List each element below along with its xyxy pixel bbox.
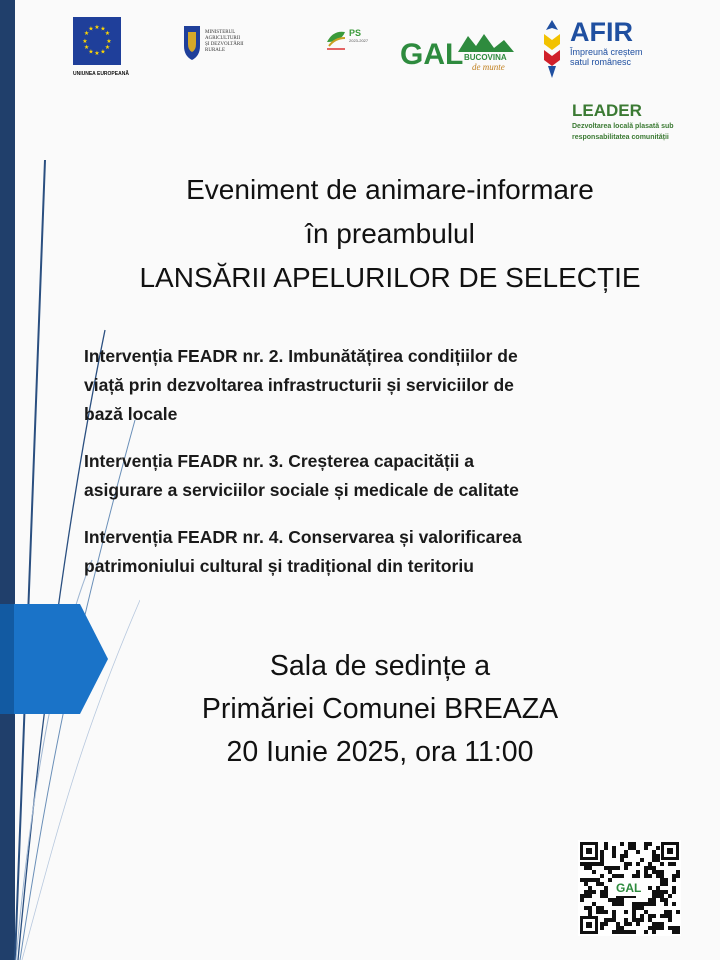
intervention-line: patrimoniului cultural și tradițional din teritoriu bbox=[84, 556, 474, 576]
ps-years: 2023-2027 bbox=[349, 38, 369, 43]
svg-text:★: ★ bbox=[104, 30, 111, 37]
intervention-line: Intervenția FEADR nr. 3. Creșterea capacității a bbox=[84, 451, 475, 471]
qr-module bbox=[672, 902, 676, 906]
qr-module bbox=[672, 874, 676, 878]
qr-module bbox=[668, 862, 672, 866]
qr-module bbox=[672, 886, 676, 890]
qr-module bbox=[596, 906, 600, 910]
qr-module bbox=[652, 914, 656, 918]
intervention-line: Intervenția FEADR nr. 2. Imbunătățirea condițiilor de bbox=[84, 346, 518, 366]
svg-text:★: ★ bbox=[100, 48, 106, 56]
qr-module bbox=[584, 866, 588, 870]
qr-module bbox=[588, 894, 592, 898]
qr-module bbox=[604, 890, 608, 894]
qr-module bbox=[640, 906, 644, 910]
qr-module bbox=[672, 930, 676, 934]
qr-module bbox=[632, 874, 636, 878]
qr-module bbox=[632, 902, 636, 906]
qr-module bbox=[652, 890, 656, 894]
ministry-logo bbox=[182, 21, 262, 63]
qr-module bbox=[648, 866, 652, 870]
qr-module bbox=[588, 866, 592, 870]
qr-module bbox=[660, 882, 664, 886]
qr-module bbox=[624, 918, 628, 922]
svg-text:★: ★ bbox=[88, 48, 94, 56]
qr-module bbox=[616, 926, 620, 930]
leaf-icon bbox=[325, 28, 347, 50]
qr-module bbox=[624, 854, 628, 858]
qr-module bbox=[660, 898, 664, 902]
afir-logo bbox=[540, 18, 652, 80]
qr-module bbox=[676, 874, 680, 878]
qr-module bbox=[612, 854, 616, 858]
qr-module bbox=[600, 850, 604, 854]
qr-module bbox=[588, 906, 592, 910]
intervention-item bbox=[84, 447, 684, 505]
qr-module bbox=[656, 854, 660, 858]
qr-module bbox=[600, 922, 604, 926]
ps-name: PS bbox=[349, 28, 362, 38]
svg-text:★: ★ bbox=[83, 44, 90, 51]
qr-module bbox=[592, 862, 596, 866]
qr-module bbox=[584, 894, 588, 898]
qr-module bbox=[624, 862, 628, 866]
qr-module bbox=[592, 878, 596, 882]
qr-module bbox=[596, 862, 600, 866]
qr-module bbox=[648, 926, 652, 930]
qr-module bbox=[628, 846, 632, 850]
qr-module bbox=[608, 878, 612, 882]
qr-module bbox=[660, 922, 664, 926]
qr-module bbox=[604, 842, 608, 846]
qr-module bbox=[660, 878, 664, 882]
qr-module bbox=[660, 862, 664, 866]
svg-text:★: ★ bbox=[104, 44, 111, 51]
qr-module bbox=[640, 914, 644, 918]
qr-module bbox=[636, 902, 640, 906]
qr-module bbox=[644, 930, 648, 934]
qr-module bbox=[604, 910, 608, 914]
qr-module bbox=[580, 894, 584, 898]
qr-module bbox=[612, 846, 616, 850]
qr-module bbox=[632, 842, 636, 846]
qr-module bbox=[612, 902, 616, 906]
qr-module bbox=[636, 918, 640, 922]
qr-module bbox=[588, 862, 592, 866]
qr-module bbox=[604, 922, 608, 926]
qr-module bbox=[672, 890, 676, 894]
qr-module bbox=[604, 918, 608, 922]
qr-module bbox=[644, 910, 648, 914]
qr-module bbox=[660, 894, 664, 898]
qr-module bbox=[652, 866, 656, 870]
qr-module bbox=[620, 854, 624, 858]
svg-text:★: ★ bbox=[100, 25, 106, 33]
qr-module bbox=[596, 878, 600, 882]
qr-module bbox=[632, 846, 636, 850]
qr-module bbox=[632, 930, 636, 934]
qr-module bbox=[588, 886, 592, 890]
qr-module bbox=[636, 906, 640, 910]
qr-module bbox=[600, 874, 604, 878]
intervention-line: Intervenția FEADR nr. 4. Conservarea și valorificarea bbox=[84, 527, 522, 547]
qr-module bbox=[672, 862, 676, 866]
qr-module bbox=[612, 898, 616, 902]
qr-module bbox=[660, 870, 664, 874]
qr-module bbox=[648, 862, 652, 866]
qr-module bbox=[620, 874, 624, 878]
qr-module bbox=[652, 894, 656, 898]
qr-module bbox=[600, 882, 604, 886]
qr-module bbox=[600, 890, 604, 894]
svg-text:★: ★ bbox=[88, 25, 94, 33]
qr-module bbox=[600, 906, 604, 910]
qr-module bbox=[640, 858, 644, 862]
event-title bbox=[60, 168, 720, 300]
qr-module bbox=[652, 870, 656, 874]
qr-module bbox=[632, 910, 636, 914]
event-date: 20 Iunie 2025, ora 11:00 bbox=[226, 736, 534, 768]
qr-module bbox=[600, 858, 604, 862]
qr-module bbox=[628, 862, 632, 866]
qr-module bbox=[636, 922, 640, 926]
qr-module bbox=[652, 854, 656, 858]
eu-flag-icon bbox=[73, 17, 121, 65]
qr-module bbox=[616, 898, 620, 902]
qr-module bbox=[596, 882, 600, 886]
svg-text:★: ★ bbox=[106, 38, 112, 45]
qr-module bbox=[648, 898, 652, 902]
intervention-item bbox=[84, 523, 684, 581]
afir-emblem-icon bbox=[540, 18, 564, 80]
title-line3: LANSĂRII APELURILOR DE SELECȚIE bbox=[139, 262, 641, 293]
afir-name: AFIR bbox=[570, 17, 633, 47]
qr-module bbox=[600, 854, 604, 858]
qr-module bbox=[620, 902, 624, 906]
qr-module bbox=[648, 842, 652, 846]
qr-module bbox=[660, 874, 664, 878]
qr-module bbox=[600, 862, 604, 866]
eu-logo bbox=[73, 17, 129, 80]
qr-module bbox=[652, 858, 656, 862]
qr-module bbox=[668, 914, 672, 918]
location-line2: Primăriei Comunei BREAZA bbox=[201, 693, 559, 725]
event-location bbox=[120, 645, 640, 774]
ministry-line1: MINISTERUL AGRICULTURII bbox=[205, 30, 241, 41]
qr-module bbox=[612, 874, 616, 878]
qr-module bbox=[624, 910, 628, 914]
qr-module bbox=[584, 878, 588, 882]
gal-name: GAL bbox=[400, 38, 464, 71]
qr-module bbox=[584, 890, 588, 894]
qr-module bbox=[584, 862, 588, 866]
qr-module bbox=[612, 850, 616, 854]
qr-module bbox=[652, 898, 656, 902]
qr-logo-text: GAL bbox=[616, 881, 642, 895]
qr-module bbox=[644, 866, 648, 870]
qr-module bbox=[652, 922, 656, 926]
ministry-line2: ȘI DEZVOLTĂRII RURALE bbox=[205, 42, 244, 53]
qr-module bbox=[600, 894, 604, 898]
ministry-emblem-icon bbox=[182, 22, 202, 62]
afir-tagline2: satul românesc bbox=[570, 57, 632, 67]
qr-code[interactable] bbox=[578, 840, 681, 936]
qr-module bbox=[600, 910, 604, 914]
qr-module bbox=[644, 902, 648, 906]
qr-module bbox=[644, 870, 648, 874]
eu-caption: UNIUNEA EUROPEANĂ bbox=[73, 71, 129, 77]
intervention-line: viață prin dezvoltarea infrastructurii și serviciilor de bbox=[84, 375, 514, 395]
qr-module bbox=[612, 918, 616, 922]
qr-module bbox=[672, 926, 676, 930]
qr-module bbox=[652, 902, 656, 906]
qr-module bbox=[620, 858, 624, 862]
qr-module bbox=[676, 926, 680, 930]
intervention-line: bază locale bbox=[84, 404, 178, 424]
qr-module bbox=[636, 870, 640, 874]
qr-module bbox=[632, 906, 636, 910]
qr-module bbox=[620, 926, 624, 930]
qr-module bbox=[656, 886, 660, 890]
qr-module bbox=[628, 930, 632, 934]
qr-module bbox=[616, 874, 620, 878]
qr-module bbox=[664, 902, 668, 906]
qr-module bbox=[676, 930, 680, 934]
qr-module bbox=[612, 930, 616, 934]
qr-module bbox=[592, 870, 596, 874]
interventions-list bbox=[84, 342, 684, 599]
svg-text:★: ★ bbox=[94, 24, 100, 31]
location-line1: Sala de sedințe a bbox=[269, 650, 491, 682]
qr-module bbox=[580, 878, 584, 882]
qr-module bbox=[616, 866, 620, 870]
arrow-decoration bbox=[0, 604, 108, 714]
qr-module bbox=[616, 930, 620, 934]
leader-name: LEADER bbox=[572, 101, 642, 120]
qr-module bbox=[664, 898, 668, 902]
leader-tagline2: responsabilitatea comunității bbox=[572, 134, 669, 141]
qr-module bbox=[656, 894, 660, 898]
qr-module bbox=[632, 918, 636, 922]
qr-module bbox=[648, 918, 652, 922]
ps-logo bbox=[325, 28, 373, 54]
qr-module bbox=[592, 890, 596, 894]
title-line2: în preambulul bbox=[305, 218, 475, 249]
qr-module bbox=[656, 890, 660, 894]
qr-module bbox=[632, 914, 636, 918]
qr-module bbox=[580, 862, 584, 866]
qr-module bbox=[612, 866, 616, 870]
qr-module bbox=[616, 922, 620, 926]
qr-module bbox=[668, 910, 672, 914]
qr-module bbox=[676, 870, 680, 874]
leader-tagline1: Dezvoltarea locală plasată sub bbox=[572, 123, 674, 130]
qr-module bbox=[664, 878, 668, 882]
qr-module bbox=[660, 914, 664, 918]
qr-module bbox=[644, 874, 648, 878]
qr-module bbox=[620, 842, 624, 846]
qr-module bbox=[608, 866, 612, 870]
qr-module bbox=[644, 842, 648, 846]
qr-module bbox=[652, 926, 656, 930]
qr-module bbox=[620, 898, 624, 902]
qr-module bbox=[604, 866, 608, 870]
title-line1: Eveniment de animare-informare bbox=[186, 174, 594, 205]
qr-module bbox=[608, 870, 612, 874]
qr-module bbox=[648, 886, 652, 890]
qr-module bbox=[636, 862, 640, 866]
qr-module bbox=[676, 910, 680, 914]
qr-module bbox=[668, 918, 672, 922]
qr-module bbox=[628, 922, 632, 926]
qr-module bbox=[604, 894, 608, 898]
qr-module bbox=[600, 926, 604, 930]
qr-module bbox=[612, 914, 616, 918]
qr-module bbox=[656, 922, 660, 926]
qr-module bbox=[636, 874, 640, 878]
qr-module bbox=[628, 842, 632, 846]
qr-module bbox=[664, 890, 668, 894]
qr-module bbox=[588, 890, 592, 894]
qr-module bbox=[612, 910, 616, 914]
qr-module bbox=[580, 898, 584, 902]
qr-module bbox=[668, 926, 672, 930]
intervention-line: asigurare a serviciilor sociale și medicale de calitate bbox=[84, 480, 519, 500]
qr-module bbox=[664, 914, 668, 918]
qr-module bbox=[616, 902, 620, 906]
qr-module bbox=[604, 886, 608, 890]
qr-module bbox=[648, 914, 652, 918]
qr-module bbox=[624, 850, 628, 854]
svg-text:★: ★ bbox=[83, 30, 90, 37]
qr-module bbox=[640, 902, 644, 906]
qr-module bbox=[668, 894, 672, 898]
gal-sub2: de munte bbox=[472, 62, 505, 72]
qr-module bbox=[640, 918, 644, 922]
qr-module bbox=[644, 846, 648, 850]
qr-module bbox=[596, 910, 600, 914]
afir-tagline1: Împreună creștem bbox=[570, 47, 643, 57]
qr-module bbox=[664, 882, 668, 886]
svg-text:★: ★ bbox=[82, 38, 88, 45]
qr-module bbox=[648, 902, 652, 906]
qr-module bbox=[624, 922, 628, 926]
qr-module bbox=[608, 918, 612, 922]
qr-module bbox=[652, 850, 656, 854]
qr-module bbox=[604, 846, 608, 850]
qr-module bbox=[656, 870, 660, 874]
qr-module bbox=[588, 878, 592, 882]
leader-logo bbox=[572, 101, 682, 151]
gal-logo bbox=[400, 30, 516, 72]
qr-module bbox=[648, 874, 652, 878]
qr-module bbox=[624, 866, 628, 870]
qr-module bbox=[656, 846, 660, 850]
qr-module bbox=[584, 906, 588, 910]
qr-module bbox=[620, 930, 624, 934]
qr-module bbox=[660, 926, 664, 930]
qr-module bbox=[656, 874, 660, 878]
svg-text:★: ★ bbox=[94, 50, 100, 57]
qr-module bbox=[672, 878, 676, 882]
intervention-item bbox=[84, 342, 684, 429]
qr-module bbox=[652, 930, 656, 934]
qr-module bbox=[660, 890, 664, 894]
qr-module bbox=[592, 902, 596, 906]
qr-module bbox=[656, 926, 660, 930]
qr-module bbox=[584, 882, 588, 886]
qr-module bbox=[588, 910, 592, 914]
gal-sub1: BUCOVINA bbox=[464, 53, 507, 62]
qr-module bbox=[624, 930, 628, 934]
qr-module bbox=[636, 850, 640, 854]
qr-module bbox=[664, 910, 668, 914]
qr-module bbox=[656, 858, 660, 862]
qr-module bbox=[608, 898, 612, 902]
